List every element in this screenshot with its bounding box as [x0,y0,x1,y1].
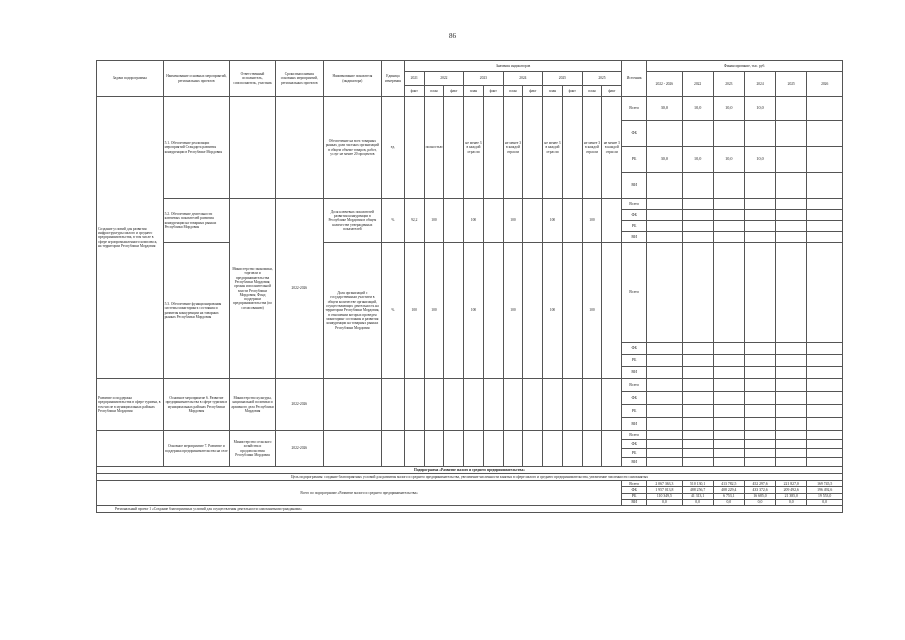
fin-value: 41 313,1 [682,493,713,499]
hdr-fact: факт [444,86,464,97]
hdr-year: 2025 [543,72,583,86]
hdr-period: Сроки выполнения основных мероприятий, региональных проектов [275,61,323,97]
fund-rb: РБ [622,449,647,458]
fund-total: Всего [622,199,647,210]
indicator-cell: Доля ключевых показателей развития конкуренции в Республике Мордовия в общем количестве утвержденных показателей [323,199,381,243]
value-cell: 100 [582,199,602,243]
fund-total: Всего [622,243,647,343]
period-cell: 2022-2026 [275,199,323,379]
fin-value: 0,0 [713,499,744,505]
fin-value: 0,0 [647,499,682,505]
hdr-plan: план [424,86,444,97]
fin-value: 196 492,6 [807,487,843,493]
fin-value: 10,0 [744,97,775,121]
fin-value: 21 385,0 [776,493,807,499]
activity-cell: Основное мероприятие 6. Развитие предпринимательства в сфере туризма в муниципальных районах Республики Мордовия [163,379,230,431]
responsible-cell: Министерство сельского хозяйства и продовольствия Республики Мордовия [230,431,276,467]
hdr-fact: факт [562,86,582,97]
hdr-source: Источник [622,61,647,97]
hdr-year: 2021 [404,72,424,86]
fund-fb: ФБ [622,121,647,147]
period-cell: 2022-2026 [275,379,323,431]
regional-project-title: Региональный проект 1 «Создание благоприятных условий для осуществления деятельности самозанятыми гражданами» [97,506,843,513]
value-cell: 100 [543,243,563,379]
fin-value: 10,0 [713,97,744,121]
fund-vi: ВИ [622,173,647,199]
hdr-fact: факт [404,86,424,97]
value-cell: не менее 3 в каждой отрасли [464,97,484,199]
fin-value: 10,0 [744,147,775,173]
hdr-plan: план [503,86,523,97]
hdr-finance: Финансирование, тыс. руб. [647,61,843,72]
fin-value: 169 745,5 [807,481,843,487]
fund-total: Всего [622,379,647,392]
goal-cell: Создание условий для развития инфраструктуры малого и среднего предпринимательства, в том числе в сфере агропромышленного комплекса, на территории Республики Мордовия [97,97,164,379]
value-cell: не менее 3 в каждой отрасли [543,97,563,199]
indicator-cell: Доля организаций с государственным участием в общем количестве организаций, осуществляющих деятельность на территории Республики Мордовия, в отношении которых проведен мониторинг состояния и развития конкуренции на товарных рынках Республики Мордовия [323,243,381,379]
hdr-fin-year: 2026 [807,72,843,97]
activity-cell: Основное мероприятие 7. Развитие и поддержка предпринимательства на селе [163,431,230,467]
goal-cell: Развитие и поддержка предпринимательства в сфере туризма, в том числе в муниципальных районах Республики Мордовия [97,379,164,431]
value-cell: 100 [464,199,484,243]
hdr-year: 2024 [503,72,543,86]
fin-value: 0,0 [744,499,775,505]
hdr-fin-year: 2022 - 2026 [647,72,682,97]
unit-cell: % [381,199,404,243]
fund-rb: РБ [622,221,647,232]
fund-fb: ФБ [622,343,647,355]
value-cell: 100 [404,243,424,379]
value-cell: 100 [424,199,444,243]
fin-value: 0,0 [776,499,807,505]
fund-fb: ФБ [622,392,647,405]
hdr-fin-year: 2023 [713,72,744,97]
hdr-fin-year: 2025 [776,72,807,97]
fin-value: 452 297,6 [744,481,775,487]
fund-fb: ФБ [622,210,647,221]
fin-value: 19 553,0 [807,493,843,499]
fin-value: 10,0 [682,97,713,121]
fin-value: 30,0 [647,147,682,173]
value-cell: 100 [503,243,523,379]
hdr-year: 2022 [424,72,464,86]
fin-value: 0,0 [682,499,713,505]
value-cell: 100 [503,199,523,243]
hdr-responsible: Ответственный исполнитель, соисполнитель, участник [230,61,276,97]
page-number: 86 [449,32,456,40]
subprogram-goal: Цель подпрограммы: создание благоприятных условий для развития малого и среднего предпринимательства, увеличение численности занятых в сфере малого и среднего предпринимательства, увеличение численности самозанятых [97,474,843,481]
hdr-fact: факт [602,86,622,97]
hdr-fin-year: 2024 [744,72,775,97]
fin-value: 2 067 363,3 [647,481,682,487]
fund-vi: ВИ [622,232,647,243]
value-cell: не менее 3 в каждой отрасли [582,97,602,199]
activity-cell: 5.1. Обеспечение реализации мероприятий Стандарта развития конкуренции в Республике Мордовия [163,97,230,199]
fin-value: 10,0 [682,147,713,173]
fund-vi: ВИ [622,418,647,431]
fin-value: 408 229,4 [713,487,744,493]
fund-fb: ФБ [622,440,647,449]
fund-vi: ВИ [622,499,647,505]
fin-value: 110 349,5 [647,493,682,499]
indicator-cell: Обеспечение на всех товарных рынках доли частных организаций в общем объеме товаров, работ, услуг не менее 20 процентов [323,97,381,199]
fund-total: Всего [622,97,647,121]
value-cell: 100 [582,243,602,379]
value-cell: 100 [424,243,444,379]
fin-value: 413 782,5 [713,481,744,487]
hdr-fin-year: 2022 [682,72,713,97]
value-cell: полностью [424,97,444,199]
fin-value: 221 827,0 [776,481,807,487]
hdr-plan: план [464,86,484,97]
hdr-year: 2023 [464,72,504,86]
fin-value: 0,0 [807,499,843,505]
period-cell: 2022-2026 [275,431,323,467]
hdr-year: 2025 [582,72,622,86]
fund-rb: РБ [622,493,647,499]
hdr-plan: план [582,86,602,97]
fin-value: 488 256,7 [682,487,713,493]
fin-value: 1 957 013,8 [647,487,682,493]
fin-value: 433 372,6 [744,487,775,493]
value-cell: 100 [464,243,484,379]
value-cell: 100 [543,199,563,243]
subprogram-title: Подпрограмма «Развитие малого и среднего предпринимательства» [97,467,843,474]
fund-rb: РБ [622,355,647,367]
fin-value: 16 685,0 [744,493,775,499]
hdr-unit: Единица измерения [381,61,404,97]
fin-value: 10,0 [713,147,744,173]
unit-cell: ед. [381,97,404,199]
fund-vi: ВИ [622,367,647,379]
activity-cell: 5.3. Обеспечение функционирования системы мониторинга состояния и развития конкуренции на товарных рынках Республики Мордовия [163,243,230,379]
fund-rb: РБ [622,147,647,173]
hdr-values: Значения индикаторов [404,61,621,72]
fin-value: 510 130,1 [682,481,713,487]
program-table [96,60,843,513]
hdr-activity: Наименование основных мероприятий, региональных проектов [163,61,230,97]
fund-total: Всего [622,431,647,440]
value-cell: 92,2 [404,199,424,243]
fin-value: 6 753,1 [713,493,744,499]
responsible-cell: Министерство культуры, национальной политики и архивного дела Республики Мордовия [230,379,276,431]
responsible-cell: Министерство экономики, торговли и предпринимательства Республики Мордовия; органы исполнительной власти Республики Мордовия; Фонд поддержки предпринимательства (по согласованию) [230,199,276,379]
activity-cell: 5.2. Обеспечение деятельности ключевых показателей развития конкуренции на товарных рынках Республики Мордовия [163,199,230,243]
hdr-fact: факт [523,86,543,97]
unit-cell: % [381,243,404,379]
fund-vi: ВИ [622,458,647,467]
hdr-fact: факт [483,86,503,97]
hdr-goal: Задачи подпрограммы [97,61,164,97]
fund-rb: РБ [622,405,647,418]
value-cell: не менее 3 в каждой отрасли [602,97,622,199]
subprogram-total-label: Всего по подпрограмме «Развитие малого и среднего предпринимательства» [97,481,622,506]
hdr-plan: план [543,86,563,97]
fin-value: 30,0 [647,97,682,121]
hdr-indicator: Наименование показателя (индикатора) [323,61,381,97]
value-cell: не менее 3 в каждой отрасли [503,97,523,199]
fin-value: 209 492,6 [776,487,807,493]
fund-fb: ФБ [622,487,647,493]
fund-total: Всего [622,481,647,487]
